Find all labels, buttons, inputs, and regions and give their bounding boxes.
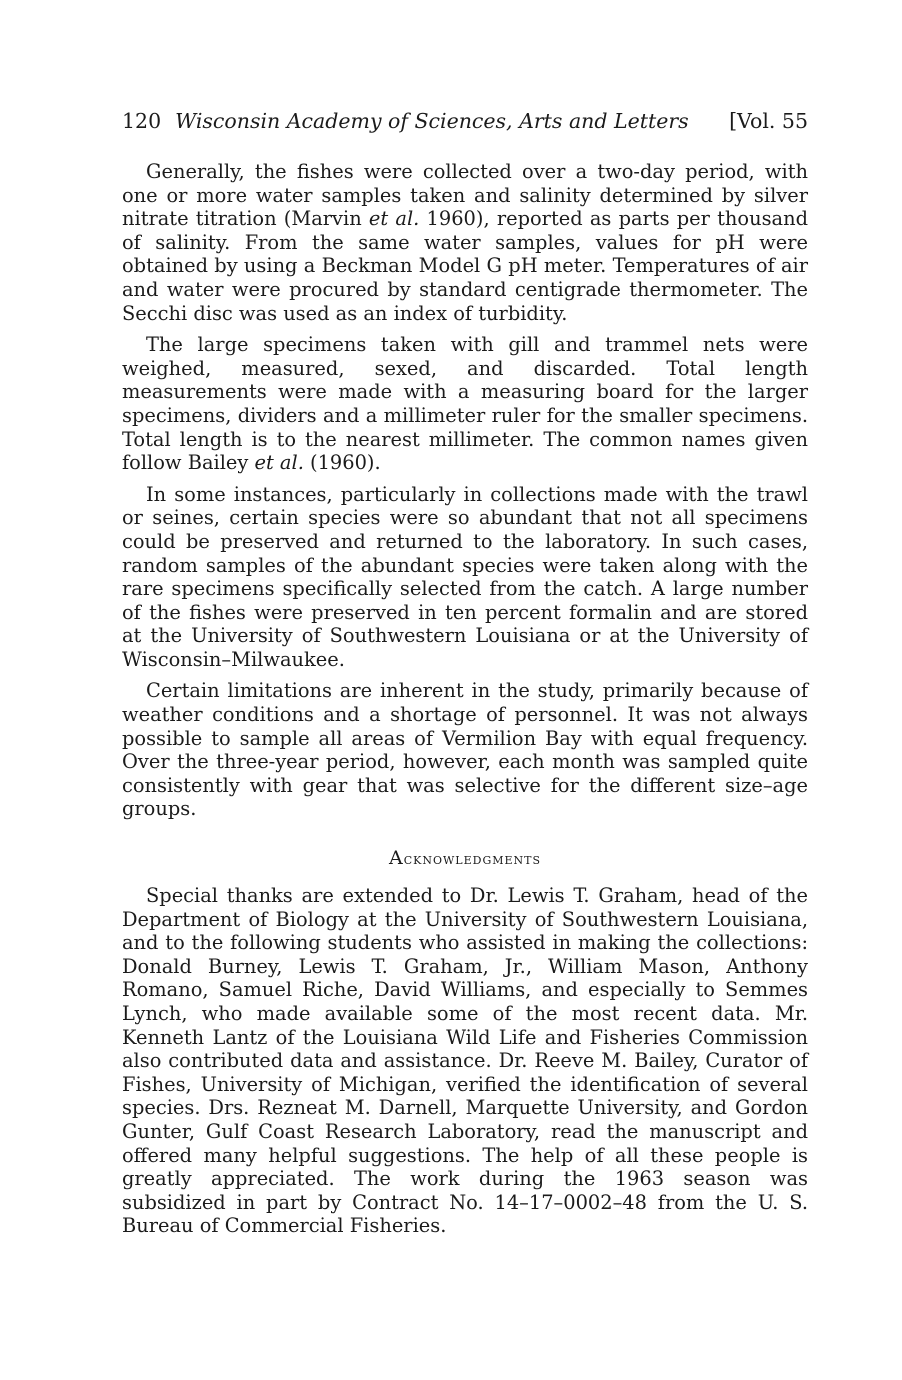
p2-text-a: The large specimens taken with gill and trammel nets were weighed, measured, sexed, and discarded. Total length measurements were made with a measuring board for the larger specimens, dividers and a millimeter ruler for the smaller specimens. Total length is to the nearest millimeter. The common names given follow Bailey: [122, 333, 808, 475]
p2-text-b: (1960).: [303, 451, 381, 475]
journal-title: Wisconsin Academy of Sciences, Arts and Letters: [175, 109, 689, 133]
acknowledgments-heading-initial: A: [388, 847, 404, 870]
acknowledgments-heading-rest: cknowledgments: [403, 850, 542, 869]
acknowledgments-heading: [122, 847, 808, 870]
volume-label: [Vol. 55: [729, 109, 808, 133]
page: [122, 108, 808, 1246]
p1-citation-italic: et al.: [368, 207, 420, 231]
paragraph-acknowledgments: Special thanks are extended to Dr. Lewis T. Graham, head of the Department of Biology at the University of Southwestern Louisiana, and to the following students who assisted in making the collections: Donald Burney, Lewis T. Graham, Jr., William Mason, Anthony Romano, Samuel Riche, David Williams, and especially to Semmes Lynch, who made available some of the most recent data. Mr. Kenneth Lantz of the Louisiana Wild Life and Fisheries Commission also contributed data and assistance. Dr. Reeve M. Bailey, Curator of Fishes, University of Michigan, verified the identification of several species. Drs. Rezneat M. Darnell, Marquette University, and Gordon Gunter, Gulf Coast Research Laboratory, read the manuscript and offered many helpful suggestions. The help of all these people is greatly appreciated. The work during the 1963 season was subsidized in part by Contract No. 14–17–0002–48 from the U. S. Bureau of Commercial Fisheries.: [122, 884, 808, 1238]
running-head: [122, 108, 808, 134]
paragraph-methods-preservation: In some instances, particularly in collections made with the trawl or seines, certain species were so abundant that not all specimens could be preserved and returned to the laboratory. In such cases, random samples of the abundant species were taken along with the rare specimens specifically selected from the catch. A large number of the fishes were preserved in ten percent formalin and are stored at the University of Southwestern Louisiana or at the University of Wisconsin–Milwaukee.: [122, 482, 808, 671]
p2-citation-italic: et al.: [254, 451, 304, 475]
paragraph-methods-water: [122, 160, 808, 325]
paragraph-methods-specimens: [122, 333, 808, 475]
p1-text-b: 1960), reported as parts per thousand of salinity. From the same water samples, values for pH were obtained by using a Beckman Model G pH meter. Temperatures of air and water were procured by standard centigrade thermometer. The Secchi disc was used as an index of turbidity.: [122, 207, 808, 325]
p1-text-a: Generally, the fishes were collected over a two-day period, with one or more water samples taken and salinity determined by silver nitrate titration (Marvin: [122, 160, 808, 231]
paragraph-limitations: Certain limitations are inherent in the study, primarily because of weather conditions and a shortage of personnel. It was not always possible to sample all areas of Vermilion Bay with equal frequency. Over the three-year period, however, each month was sampled quite consistently with gear that was selective for the different size–age groups.: [122, 679, 808, 821]
page-number: 120: [122, 109, 162, 133]
